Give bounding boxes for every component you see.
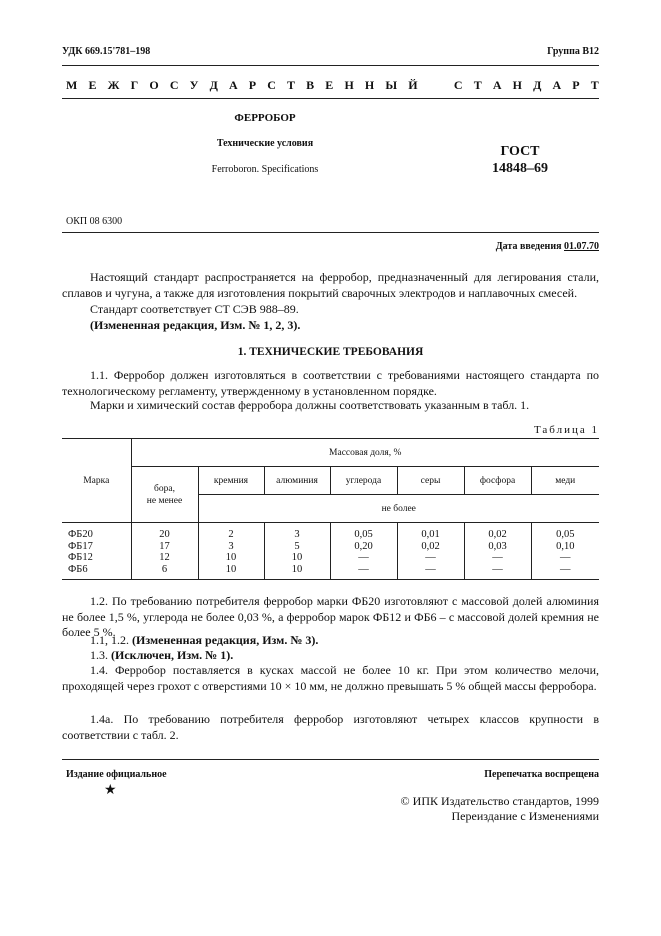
banner-letter: М [66,78,78,92]
table-cell-copper: 0,10 [556,540,575,552]
section-heading: 1. ТЕХНИЧЕСКИЕ ТРЕБОВАНИЯ [237,346,424,358]
reissue-line: Переиздание с Изменениями [451,809,599,823]
th-silicon: кремния [198,467,264,495]
th-not-more: не более [198,495,599,523]
banner-letter: Н [364,78,375,92]
table-cell-boron: 6 [161,563,168,575]
intro-revision: (Измененная редакция, Изм. № 1, 2, 3). [90,318,301,332]
introduction-date [496,241,599,252]
intro-sev: Стандарт соответствует СТ СЭВ 988–89. [90,302,299,316]
udk-code: УДК 669.15'781–198 [62,46,151,57]
th-boron-min: не менее [146,495,183,506]
date-value: 01.07.70 [564,241,599,252]
banner-letter: Р [248,78,257,92]
copyright-line: © ИПК Издательство стандартов, 1999 [400,794,599,808]
table-cell-phosphorus: — [492,552,503,563]
okp-rule [62,232,599,233]
th-boron-label: бора, [154,483,175,494]
banner-letter: У [189,78,199,92]
clause-1-4: 1.4. Ферробор поставляется в кусках массой не более 10 кг. При этом количество мелочи, проходящей через грохот с отверстиями 10 × 10 мм, не должно превышать 5 % общей массы ферробора. [62,663,599,693]
banner-letter: А [228,78,238,92]
table-cell-copper: — [560,563,571,575]
banner-letter: Н [512,78,522,92]
banner-letter: О [149,78,159,92]
table-cell-silicon: 3 [228,540,234,552]
group-code: Группа В12 [547,46,599,57]
table-caption: Таблица 1 [533,424,599,436]
table-cell-boron: 20 [159,529,170,540]
col-aluminium [264,523,330,580]
table-cell-sulfur: — [425,563,436,575]
intro-paragraph: Настоящий стандарт распространяется на ферробор, предназначенный для легирования стали, сплавов и чугуна, а также для изготовления покрытий сварочных электродов и наплавочных смесей. [62,270,599,300]
copyright [401,794,599,824]
banner-letter: Г [130,78,139,92]
banner-letter: Р [572,78,580,92]
official-edition: Издание официальное [66,769,167,780]
revision-note: (Измененная редакция, Изм. № 3). [132,633,319,647]
table-cell-marks: ФБ6 [68,563,88,575]
banner-letter: Е [325,78,334,92]
table-cell-phosphorus: 0,02 [488,529,507,540]
banner-letter: Д [209,78,218,92]
clause-1-3-excluded: (Исключен, Изм. № 1). [111,648,234,662]
banner-letter: Й [408,78,418,92]
table-cell-aluminium: 5 [294,540,300,552]
th-mass-fraction: Массовая доля, % [131,439,599,467]
star-icon: ★ [104,783,117,798]
th-sulfur: серы [397,467,464,495]
col-sulfur [397,523,464,580]
clause-1-2: 1.2. По требованию потребителя ферробор марки ФБ20 изготовляют с массовой долей алюминия не более 1,5 %, углерода не более 0,03 %, а ферробор марок ФБ12 и ФБ6 – с массовой долей кремния не более 5 %. [62,594,599,639]
table-cell-silicon: 2 [228,529,234,540]
table-cell-copper: 0,05 [556,529,575,540]
th-carbon: углерода [330,467,397,495]
table-cell-boron: 12 [159,552,170,563]
table-cell-aluminium: 10 [291,552,303,563]
banner-letter: С [453,78,463,92]
banner-rule [62,98,599,99]
gost-number [470,143,570,177]
table-cell-carbon: — [358,552,369,563]
reprint-prohibited: Перепечатка воспрещена [484,769,599,780]
okp-code: ОКП 08 6300 [66,216,123,227]
footer-rule [62,759,599,760]
banner-letter: А [492,78,502,92]
col-carbon [330,523,397,580]
col-silicon [198,523,264,580]
banner-letter [429,78,443,93]
banner-letter: Т [590,78,599,92]
banner-letter: В [306,78,315,92]
table-cell-sulfur: 0,01 [421,529,440,540]
document-subtitle: Технические условия [216,138,314,149]
clause-1-1-marks: Марки и химический состав ферробора должны соответствовать указанным в табл. 1. [90,398,530,412]
banner-letter: Т [473,78,482,92]
banner-letter: Е [88,78,97,92]
banner-letter: С [267,78,276,92]
standard-banner [66,78,599,93]
table-cell-phosphorus: — [492,563,503,575]
table-cell-phosphorus: 0,03 [488,540,507,552]
revision-clauses: 1.1, 1.2. [90,633,129,647]
table-cell-carbon: 0,05 [354,529,373,540]
th-boron [131,467,198,523]
table-cell-silicon: 10 [225,552,237,563]
clause-1-1: 1.1. Ферробор должен изготовляться в соответствии с требованиями настоящего стандарта по технологическому регламенту, утвержденному в установленном порядке. [62,368,599,398]
header-rule [62,65,599,66]
table-cell-marks: ФБ17 [68,540,93,552]
composition-table [62,438,599,580]
clause-revision [62,633,599,649]
date-label: Дата введения [495,241,562,252]
document-title-en: Ferroboron. Specifications [211,164,319,175]
banner-letter: Д [533,78,542,92]
table-cell-aluminium: 3 [294,529,300,540]
gost-label: ГОСТ [500,144,540,159]
col-boron [131,523,198,580]
col-marks [62,523,131,580]
table-cell-aluminium: 10 [291,563,303,575]
table-cell-copper: — [560,552,571,563]
banner-letter: Н [344,78,354,92]
gost-code: 14848–69 [492,161,548,176]
document-title: ФЕРРОБОР [234,112,296,124]
table-cell-sulfur: 0,02 [421,540,440,552]
banner-letter: Т [287,78,296,92]
col-phosphorus [464,523,531,580]
banner-letter: Ы [385,78,398,92]
th-aluminium: алюминия [264,467,330,495]
th-phosphorus: фосфора [464,467,531,495]
table-cell-sulfur: — [425,552,436,563]
table-cell-marks: ФБ20 [68,529,93,540]
clause-1-4a: 1.4а. По требованию потребителя ферробор изготовляют четырех классов крупности в соответствии с табл. 2. [62,712,599,742]
table-cell-marks: ФБ12 [68,552,93,563]
table-cell-carbon: 0,20 [354,540,373,552]
table-cell-boron: 17 [159,540,170,552]
clause-1-3-number: 1.3. [90,648,108,662]
banner-letter: Ж [107,78,120,92]
table-cell-silicon: 10 [225,563,237,575]
col-copper [531,523,599,580]
table-cell-carbon: — [358,563,369,575]
banner-letter: С [169,78,179,92]
th-mark: Марка [62,439,131,523]
clause-1-3 [62,648,599,664]
banner-letter: А [552,78,562,92]
th-copper: меди [531,467,599,495]
